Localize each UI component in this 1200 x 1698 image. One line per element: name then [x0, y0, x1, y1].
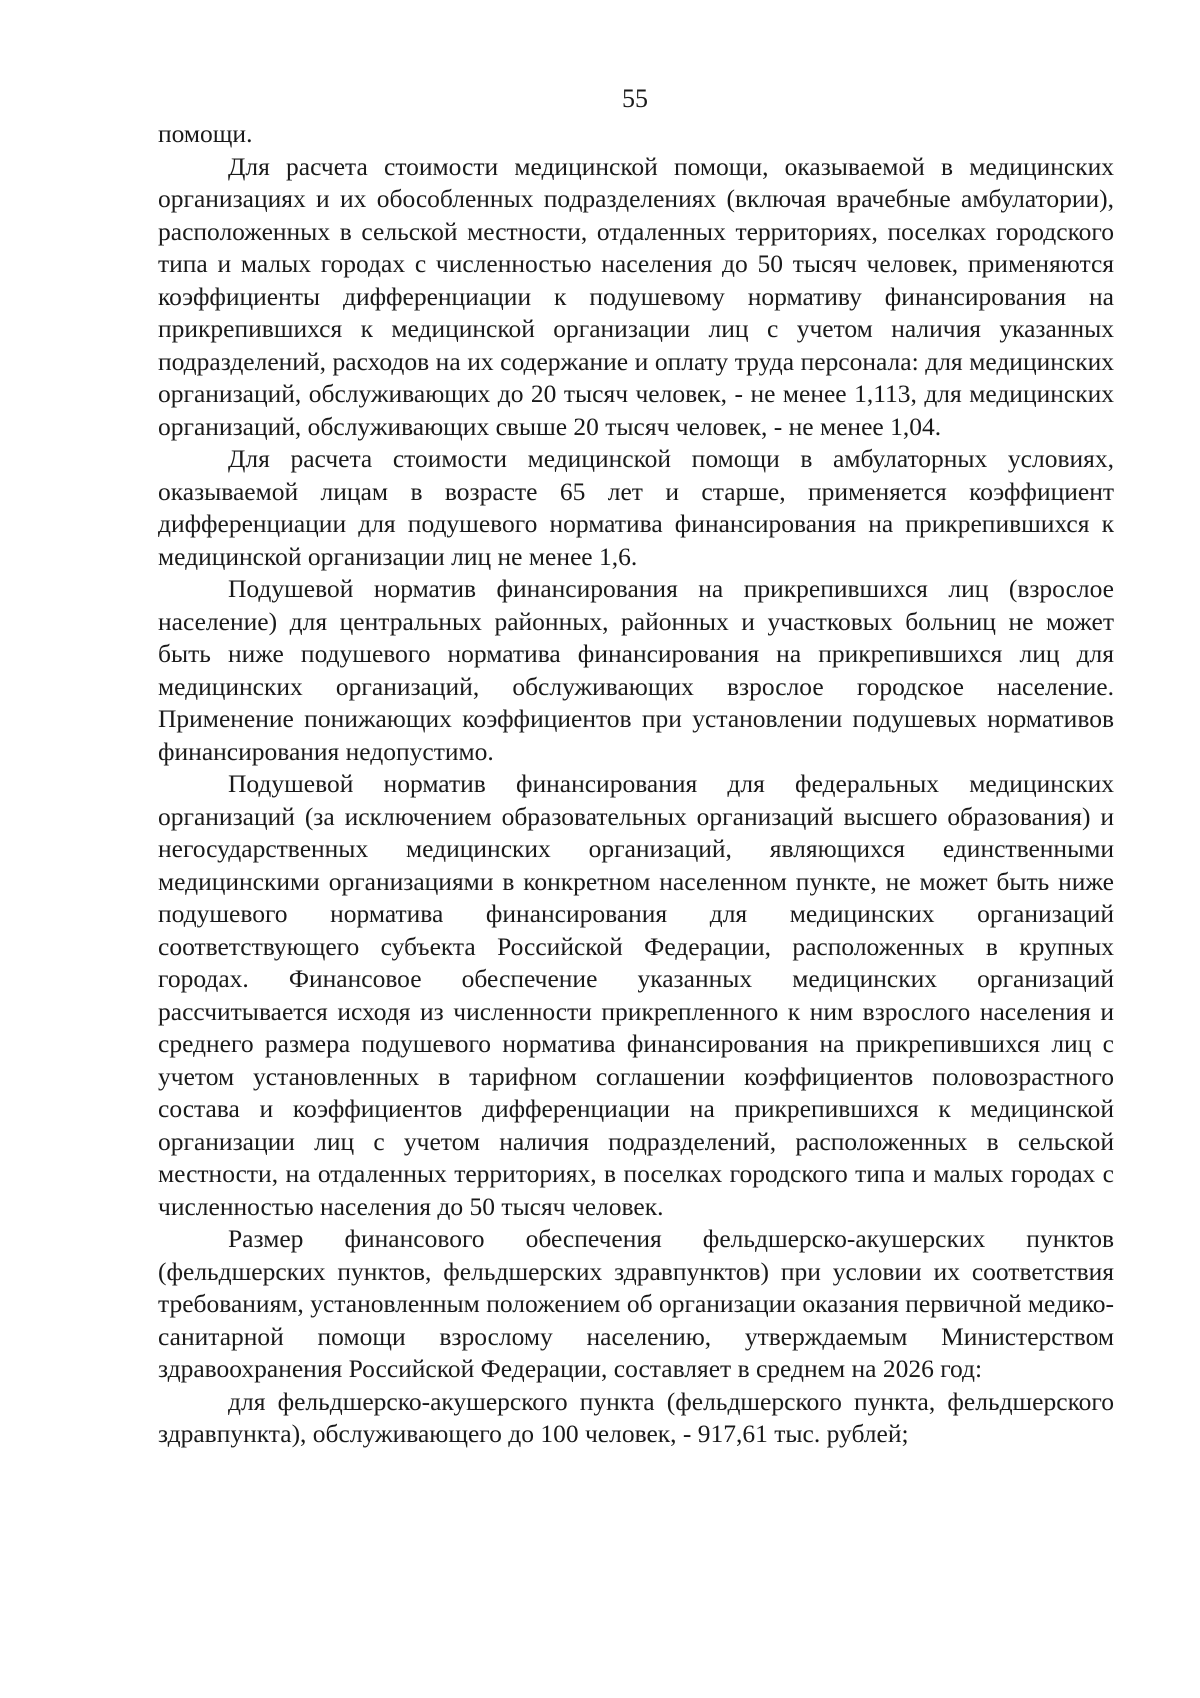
page-number: 55 [622, 84, 648, 113]
paragraph-rural-coefficients: Для расчета стоимости медицинской помощи, оказываемой в медицинских организациях и их обособленных подразделениях (включая врачебные амбулатории), расположенных в сельской местности, отдаленных территориях, поселках городского типа и малых городах с численностью населения до 50 тысяч человек, применяются коэффициенты дифференциации к подушевому нормативу финансирования на прикрепившихся к медицинской организации лиц с учетом наличия указанных подразделений, расходов на их содержание и оплату труда персонала: для медицинских организаций, обслуживающих до 20 тысяч человек, - не менее 1,113, для медицинских организаций, обслуживающих свыше 20 тысяч человек, - не менее 1,04. [158, 151, 1114, 441]
paragraph-feldsher-100: для фельдшерско-акушерского пункта (фельдшерского пункта, фельдшерского здравпункта), обслуживающего до 100 человек, - 917,61 тыс. рублей; [158, 1386, 1114, 1448]
paragraph-feldsher-funding: Размер финансового обеспечения фельдшерско-акушерских пунктов (фельдшерских пунктов, фельдшерских здравпунктов) при условии их соответствия требованиям, установленным положением об организации оказания первичной медико-санитарной помощи взрослому населению, утверждаемым Министерством здравоохранения Российской Федерации, составляет в среднем на 2026 год: [158, 1224, 1114, 1383]
paragraph-federal-organizations: Подушевой норматив финансирования для федеральных медицинских организаций (за исключением образовательных организаций высшего образования) и негосударственных медицинских организаций, являющихся единственными медицинскими организациями в конкретном населенном пункте, не может быть ниже подушевого норматива финансирования для медицинских организаций соответствующего субъекта Российской Федерации, расположенных в крупных городах. Финансовое обеспечение указанных медицинских организаций рассчитывается исходя из численности прикрепленного к ним взрослого населения и среднего размера подушевого норматива финансирования на прикрепившихся лиц с учетом установленных в тарифном соглашении коэффициентов половозрастного состава и коэффициентов дифференциации на прикрепившихся к медицинской организации лиц с учетом наличия подразделений, расположенных в сельской местности, на отдаленных территориях, в поселках городского типа и малых городах с численностью населения до 50 тысяч человек. [158, 769, 1114, 1221]
document-body [158, 118, 1114, 1451]
paragraph-adult-capitation: Подушевой норматив финансирования на прикрепившихся лиц (взрослое население) для центральных районных, районных и участковых больниц не может быть ниже подушевого норматива финансирования на прикрепившихся лиц для медицинских организаций, обслуживающих взрослое городское население. Применение понижающих коэффициентов при установлении подушевых нормативов финансирования недопустимо. [158, 574, 1114, 766]
paragraph-continuation: помощи. [158, 119, 253, 148]
paragraph-elderly-coefficient: Для расчета стоимости медицинской помощи в амбулаторных условиях, оказываемой лицам в возрасте 65 лет и старше, применяется коэффициент дифференциации для подушевого норматива финансирования на прикрепившихся к медицинской организации лиц не менее 1,6. [158, 444, 1114, 571]
